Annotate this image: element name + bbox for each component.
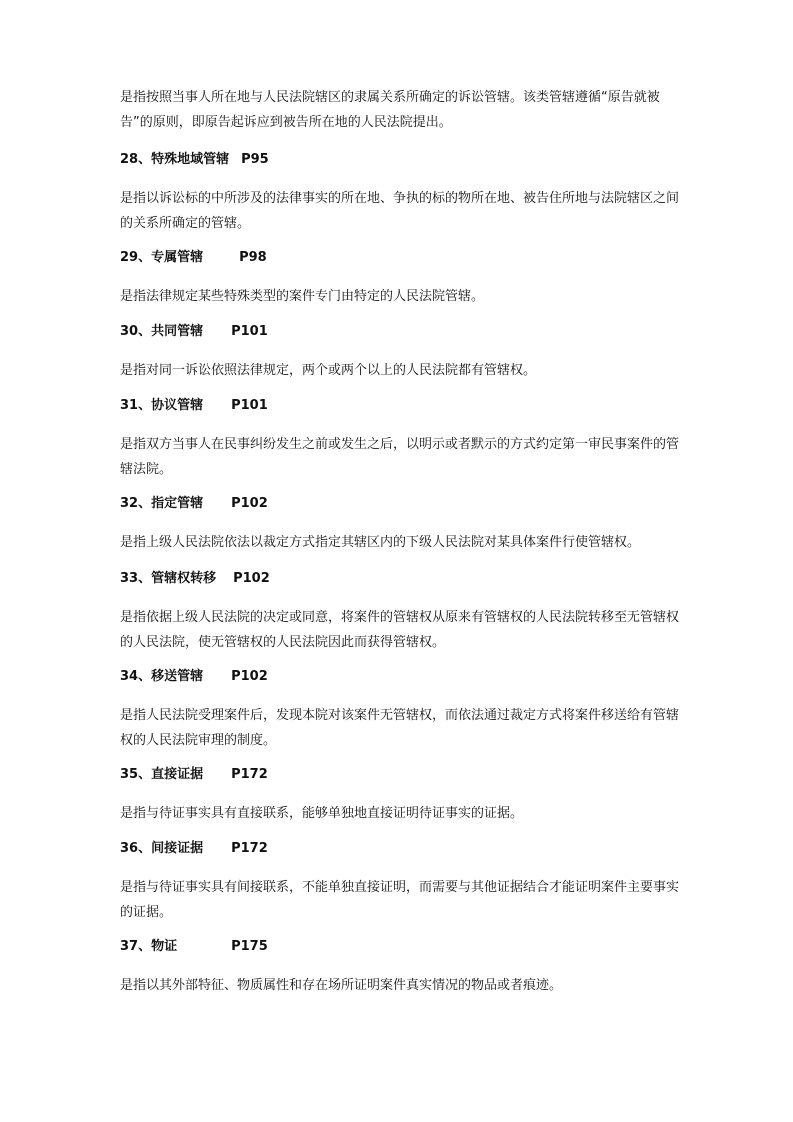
term-definition: 是指以其外部特征、物质属性和存在场所证明案件真实情况的物品或者痕迹。 xyxy=(120,978,563,993)
term-page-ref: P95 xyxy=(241,152,269,167)
term-definition: 是指与待证事实具有直接联系，能够单独地直接证明待证事实的证据。 xyxy=(120,806,524,821)
term-number: 31、 xyxy=(120,398,152,413)
term-title: 移送管辖 xyxy=(151,669,204,684)
term-heading xyxy=(120,248,680,268)
term-title: 指定管辖 xyxy=(151,496,204,511)
intro-definition: 是指按照当事人所在地与人民法院辖区的隶属关系所确定的诉讼管辖。该类管辖遵循“原告就被告”的原则，即原告起诉应到被告所在地的人民法院提出。 xyxy=(120,90,660,130)
term-entry-36 xyxy=(120,839,680,925)
term-entry-35 xyxy=(120,765,680,826)
term-title: 共同管辖 xyxy=(151,324,204,339)
term-number: 34、 xyxy=(120,669,152,684)
term-entry-31 xyxy=(120,396,680,482)
term-title: 协议管辖 xyxy=(151,398,204,413)
term-heading xyxy=(120,765,680,785)
term-entry-34 xyxy=(120,667,680,753)
term-definition: 是指以诉讼标的中所涉及的法律事实的所在地、争执的标的物所在地、被告住所地与法院辖区之间的关系所确定的管辖。 xyxy=(120,191,680,231)
term-number: 36、 xyxy=(120,841,152,856)
term-title: 特殊地域管辖 xyxy=(151,152,230,167)
term-page-ref: P101 xyxy=(231,324,268,339)
term-heading xyxy=(120,667,680,687)
term-title: 专属管辖 xyxy=(151,250,204,265)
term-title: 间接证据 xyxy=(151,841,204,856)
term-entry-37 xyxy=(120,937,680,998)
term-definition: 是指与待证事实具有间接联系，不能单独直接证明，而需要与其他证据结合才能证明案件主要事实的证据。 xyxy=(120,880,680,920)
term-definition: 是指双方当事人在民事纠纷发生之前或发生之后，以明示或者默示的方式约定第一审民事案件的管辖法院。 xyxy=(120,437,680,477)
term-title: 管辖权转移 xyxy=(151,571,217,586)
term-entry-30 xyxy=(120,322,680,383)
term-entry-29 xyxy=(120,248,680,309)
term-entry-33 xyxy=(120,569,680,655)
term-page-ref: P102 xyxy=(233,571,270,586)
term-number: 33、 xyxy=(120,571,152,586)
term-heading xyxy=(120,569,680,589)
term-page-ref: P172 xyxy=(231,841,268,856)
term-title: 直接证据 xyxy=(151,767,204,782)
term-heading xyxy=(120,494,680,514)
term-page-ref: P102 xyxy=(231,669,268,684)
term-number: 29、 xyxy=(120,250,152,265)
term-page-ref: P175 xyxy=(231,939,268,954)
term-page-ref: P98 xyxy=(239,250,267,265)
term-page-ref: P101 xyxy=(231,398,268,413)
term-definition: 是指对同一诉讼依照法律规定，两个或两个以上的人民法院都有管辖权。 xyxy=(120,363,537,378)
term-definition: 是指上级人民法院依法以裁定方式指定其辖区内的下级人民法院对某具体案件行使管辖权。 xyxy=(120,535,641,550)
term-entry-28 xyxy=(120,150,680,236)
term-definition: 是指人民法院受理案件后，发现本院对该案件无管辖权，而依法通过裁定方式将案件移送给有管辖权的人民法院审理的制度。 xyxy=(120,708,680,748)
term-page-ref: P102 xyxy=(231,496,268,511)
term-number: 30、 xyxy=(120,324,152,339)
term-entry-32 xyxy=(120,494,680,555)
term-number: 35、 xyxy=(120,767,152,782)
term-title: 物证 xyxy=(151,939,178,954)
term-number: 37、 xyxy=(120,939,152,954)
term-heading xyxy=(120,396,680,416)
term-definition: 是指法律规定某些特殊类型的案件专门由特定的人民法院管辖。 xyxy=(120,289,485,304)
term-page-ref: P172 xyxy=(231,767,268,782)
term-heading xyxy=(120,839,680,859)
term-heading xyxy=(120,937,680,957)
term-heading xyxy=(120,322,680,342)
term-definition: 是指依据上级人民法院的决定或同意，将案件的管辖权从原来有管辖权的人民法院转移至无管辖权的人民法院，使无管辖权的人民法院因此而获得管辖权。 xyxy=(120,610,680,650)
term-number: 28、 xyxy=(120,152,152,167)
term-number: 32、 xyxy=(120,496,152,511)
term-heading xyxy=(120,150,680,170)
